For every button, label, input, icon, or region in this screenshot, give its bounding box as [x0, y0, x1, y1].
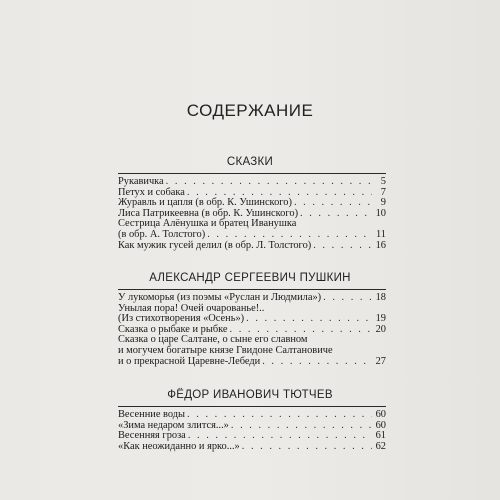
toc-entry-title-line: и могучем богатыре князе Гвидоне Салтановиче	[118, 344, 333, 356]
toc-entry-page-number: 16	[375, 239, 386, 251]
toc-list	[118, 293, 386, 367]
toc-entry-title-line: Сказка о рыбаке и рыбке	[118, 323, 228, 335]
section-heading: СКАЗКИ	[226, 156, 274, 168]
toc-list	[118, 410, 386, 452]
toc-list	[118, 177, 386, 251]
toc-entry	[118, 304, 386, 325]
toc-entry-title-line: Журавль и цапля (в обр. К. Ушинского)	[118, 197, 292, 209]
dot-leader	[242, 442, 372, 453]
section-divider	[118, 406, 386, 407]
toc-entry	[118, 177, 386, 188]
dot-leader	[294, 198, 372, 209]
section-divider	[118, 173, 386, 174]
toc-entry-page-number: 19	[375, 313, 386, 325]
section-fairy-tales	[0, 155, 500, 169]
toc-entry-title-line: (Из стихотворения «Осень»)	[118, 313, 245, 325]
toc-entry-page-number: 11	[375, 228, 386, 240]
toc-entry	[118, 219, 386, 240]
section-tyutchev	[0, 388, 500, 402]
toc-entry-page-number: 61	[375, 430, 386, 442]
toc-entry	[118, 335, 386, 367]
toc-entry-title-line: Весенние воды	[118, 409, 186, 420]
toc-entry-title-line: У лукоморья (из поэмы «Руслан и Людмила»)	[118, 292, 322, 303]
toc-entry-title-line: Лиса Патрикеевна (в обр. К. Ушинского)	[118, 207, 299, 219]
toc-entry	[118, 293, 386, 304]
toc-entry-title-line: «Зима недаром злится...»	[118, 419, 229, 431]
dot-leader	[231, 421, 372, 432]
page-title: СОДЕРЖАНИЕ	[186, 101, 314, 120]
dot-leader	[246, 314, 372, 325]
toc-entry-page-number: 60	[375, 419, 386, 431]
dot-leader	[207, 230, 372, 241]
toc-entry-page-number: 7	[380, 186, 386, 198]
dot-leader	[166, 177, 372, 188]
toc-entry	[118, 442, 386, 453]
toc-entry-title-line: и о прекрасной Царевне-Лебеди	[118, 355, 261, 367]
toc-entry-page-number: 5	[380, 176, 386, 187]
toc-entry-page-number: 60	[375, 409, 386, 420]
section-divider	[118, 289, 386, 290]
toc-entry	[118, 241, 386, 252]
toc-entry-title-line: (в обр. А. Толстого)	[118, 228, 206, 240]
dot-leader	[313, 241, 372, 252]
toc-entry-page-number: 27	[375, 355, 386, 367]
toc-entry-title-line: Рукавичка	[118, 176, 164, 187]
dot-leader	[187, 410, 372, 421]
toc-entry-page-number: 10	[375, 207, 386, 219]
toc-entry-title-line: Как мужик гусей делил (в обр. Л. Толстого)	[118, 239, 312, 251]
toc-entry-title-line: Унылая пора! Очей очарованье!..	[118, 302, 265, 314]
toc-entry-page-number: 18	[375, 292, 386, 303]
toc-entry-title-line: Петух и собака	[118, 186, 185, 198]
dot-leader	[323, 293, 372, 304]
dot-leader	[300, 209, 372, 220]
toc-entry-title-line: «Как неожиданно и ярко...»	[118, 440, 240, 452]
toc-entry-title-line: Сказка о царе Салтане, о сыне его славном	[118, 334, 308, 346]
toc-entry-page-number: 20	[375, 323, 386, 335]
section-heading: ФЁДОР ИВАНОВИЧ ТЮТЧЕВ	[167, 389, 333, 401]
dot-leader	[262, 357, 372, 368]
toc-entry-title-line: Сестрица Алёнушка и братец Иванушка	[118, 218, 297, 230]
toc-entry	[118, 410, 386, 421]
toc-entry-page-number: 62	[375, 440, 386, 452]
toc-entry-page-number: 9	[380, 197, 386, 209]
section-heading: АЛЕКСАНДР СЕРГЕЕВИЧ ПУШКИН	[149, 272, 351, 284]
section-pushkin	[0, 271, 500, 285]
toc-entry-title-line: Весенняя гроза	[118, 430, 186, 442]
